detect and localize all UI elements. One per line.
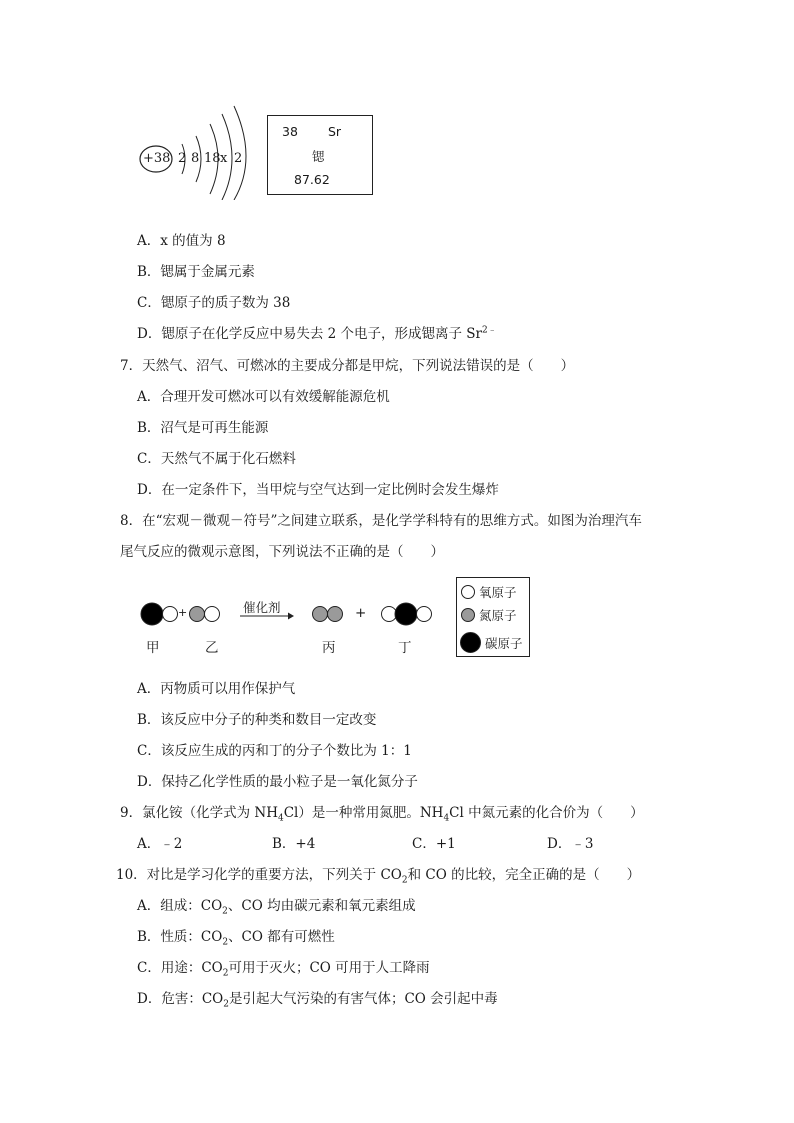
q10-option-a-post: 、CO 均由碳元素和氧元素组成	[227, 898, 416, 914]
q8-option-a: A．丙物质可以用作保护气	[137, 681, 296, 697]
strontium-atom-diagram	[138, 100, 258, 200]
atom-legend	[456, 577, 530, 657]
q8-option-d: D．保持乙化学性质的最小粒子是一氧化氮分子	[137, 774, 418, 790]
q6-option-d	[137, 322, 497, 342]
carbon-atom-icon	[460, 632, 481, 653]
molecule-ding-oxygen-1	[382, 607, 397, 622]
q7-option-c: C．天然气不属于化石燃料	[137, 451, 296, 467]
q9-option-c: C．+1	[412, 836, 456, 852]
molecule-ding-oxygen-2	[417, 607, 432, 622]
legend-label-nitrogen: 氮原子	[479, 608, 517, 623]
q8-stem-line1: 8．在“宏观－微观－符号”之间建立联系，是化学学科特有的思维方式。如图为治理汽车	[120, 513, 642, 529]
shell-count-5: 2	[234, 151, 243, 166]
q6-option-b: B．锶属于金属元素	[137, 264, 255, 280]
q9-option-a: A．﹣2	[137, 836, 183, 852]
q7-option-a: A．合理开发可燃冰可以有效缓解能源危机	[137, 389, 390, 405]
atomic-number: 38	[282, 124, 298, 139]
q10-option-a	[137, 894, 416, 917]
nitrogen-atom-icon	[461, 608, 475, 622]
shell-count-2: 8	[191, 151, 200, 166]
legend-label-carbon: 碳原子	[485, 635, 523, 651]
q10-option-c-sub: 2	[222, 968, 229, 979]
q9-option-b: B．+4	[272, 836, 316, 852]
q9-stem-mid: Cl）是一种常用氮肥。NH	[283, 805, 444, 821]
q10-option-a-pre: A．组成：CO	[137, 898, 223, 914]
catalyst-label: 催化剂	[243, 600, 281, 615]
nucleus-charge: +38	[143, 151, 171, 166]
shell-count-1: 2	[178, 151, 187, 166]
q10-stem	[116, 863, 640, 886]
q6-option-c: C．锶原子的质子数为 38	[137, 295, 291, 311]
label-jia: 甲	[146, 640, 160, 656]
q10-stem-sub: 2	[401, 875, 408, 886]
molecule-bing-nitrogen-2	[328, 607, 343, 622]
q9-stem-pre: 9．氯化铵（化学式为 NH	[120, 805, 278, 821]
q9-option-d: D．﹣3	[547, 836, 594, 852]
q10-option-c-post: 可用于灭火；CO 可用于人工降雨	[228, 960, 430, 976]
q10-stem-post: 和 CO 的比较，完全正确的是（ ）	[407, 867, 641, 883]
q9-stem	[120, 801, 644, 824]
q10-option-d-pre: D．危害：CO	[137, 991, 224, 1007]
q10-option-d-sub: 2	[223, 999, 229, 1010]
q9-stem-sub: 4	[277, 813, 284, 824]
q7-option-b: B．沼气是可再生能源	[137, 420, 269, 436]
q10-option-b-sub: 2	[222, 937, 229, 948]
q8-option-b: B．该反应中分子的种类和数目一定改变	[137, 712, 377, 728]
legend-label-oxygen: 氧原子	[479, 585, 517, 600]
molecule-yi-nitrogen	[190, 607, 205, 622]
legend-row-carbon	[460, 632, 523, 653]
molecule-bing-nitrogen-1	[313, 607, 328, 622]
plus-sign-1: +	[178, 606, 188, 619]
q6-option-d-text: D．锶原子在化学反应中易失去 2 个电子，形成锶离子 Sr	[137, 326, 482, 342]
q8-stem-line2: 尾气反应的微观示意图，下列说法不正确的是（ ）	[120, 544, 444, 560]
q7-option-d: D．在一定条件下，当甲烷与空气达到一定比例时会发生爆炸	[137, 482, 499, 498]
q10-stem-pre: 10．对比是学习化学的重要方法，下列关于 CO	[116, 867, 402, 883]
q10-option-c	[137, 956, 430, 979]
molecule-jia-carbon	[141, 603, 163, 625]
molecule-ding-carbon	[395, 603, 417, 625]
label-yi: 乙	[205, 640, 219, 656]
molecule-yi-oxygen	[205, 607, 220, 622]
label-bing: 丙	[322, 640, 336, 656]
q10-option-b-post: 、CO 都有可燃性	[228, 929, 335, 945]
q10-option-c-pre: C．用途：CO	[137, 960, 223, 976]
q9-stem-post: Cl 中氮元素的化合价为（ ）	[449, 805, 644, 821]
legend-row-nitrogen	[461, 606, 517, 624]
q10-option-d-post: 是引起大气污染的有害气体；CO 会引起中毒	[228, 991, 498, 1007]
atomic-mass: 87.62	[294, 172, 330, 187]
q10-option-b	[137, 925, 335, 948]
element-symbol: Sr	[328, 124, 342, 139]
q10-option-a-sub: 2	[222, 906, 228, 917]
label-ding: 丁	[398, 640, 412, 656]
q10-option-b-pre: B．性质：CO	[137, 929, 223, 945]
q8-option-c: C．该反应生成的丙和丁的分子个数比为 1：1	[137, 743, 412, 759]
q6-option-a: A．x 的值为 8	[137, 233, 226, 249]
q9-stem-sub2: 4	[443, 813, 450, 824]
q10-option-d	[137, 987, 498, 1010]
q6-option-d-charge: 2﹣	[482, 325, 497, 336]
oxygen-atom-icon	[461, 585, 475, 599]
element-name: 锶	[312, 149, 325, 164]
q7-stem: 7．天然气、沼气、可燃冰的主要成分都是甲烷，下列说法错误的是（ ）	[120, 358, 575, 374]
plus-sign-2: +	[355, 605, 367, 621]
molecule-jia-oxygen	[163, 607, 178, 622]
legend-row-oxygen	[461, 583, 517, 601]
reaction-arrowhead	[288, 613, 294, 620]
shell-count-4: x	[220, 151, 228, 166]
element-card	[267, 115, 373, 195]
shell-count-3: 18	[204, 151, 221, 166]
